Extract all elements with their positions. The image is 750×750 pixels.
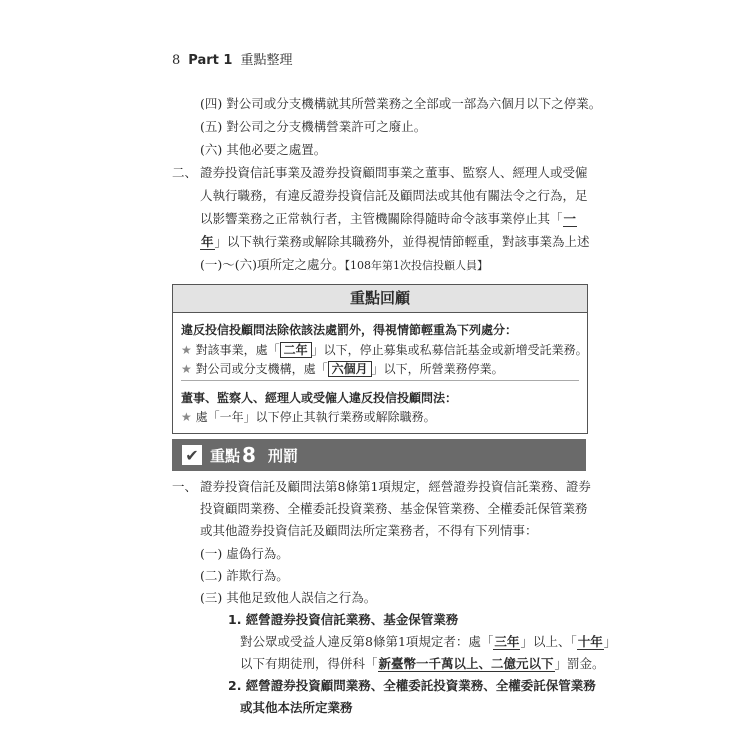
numbered-item-2-title-line2: 或其他本法所定業務 [240, 700, 353, 715]
banner-number: 8 [242, 443, 256, 467]
review-bullet-3: ★ 處「一年」以下停止其執行業務或解除職務。 [181, 410, 436, 424]
emphasis-one: 一 [563, 211, 577, 226]
para1-line1: 證券投資信託及顧問法第8條第1項規定，經營證券投資信託業務、證券 [200, 479, 591, 494]
para2-line5: (一)～(六)項所定之處分。【108年第1次投信投顧人員】 [200, 257, 489, 272]
para2-line3: 以影響業務之正常執行者，主管機關除得隨時命令該事業停止其「一 [200, 211, 577, 226]
banner-label: 重點 [210, 446, 241, 465]
checkmark-icon: ✔ [182, 445, 202, 465]
page-header [172, 49, 292, 68]
numbered-item-1-line1: 對公眾或受益人違反第8條第1項規定者：處「三年」以上、「十年」 [240, 634, 617, 649]
numbered-item-2-title-line1: 2. 經營證券投資顧問業務、全權委託投資業務、全權委託保管業務 [228, 678, 596, 693]
item-six: (六) 其他必要之處置。 [200, 142, 327, 157]
exam-source: 【108年第1次投信投顧人員】 [344, 259, 489, 272]
sub-item-2: (二) 詐欺行為。 [200, 568, 289, 583]
item-five: (五) 對公司之分支機構營業許可之廢止。 [200, 119, 427, 134]
para2-line4: 年」以下執行業務或解除其職務外，並得視情節輕重，對該事業為上述 [201, 234, 590, 249]
para2-number: 二、 [172, 165, 198, 180]
review-divider [181, 380, 579, 381]
sub-item-1: (一) 虛偽行為。 [200, 546, 289, 561]
emphasis-year: 年 [201, 234, 214, 249]
sub-item-3: (三) 其他足致他人誤信之行為。 [200, 590, 377, 605]
page-number: 8 [172, 53, 181, 68]
para2-line2: 人執行職務，有違反證券投資信託及顧問法或其他有關法令之行為，足 [200, 188, 588, 203]
para1-number: 一、 [172, 479, 198, 494]
review-box [172, 284, 588, 434]
review-bullet-1: ★ 對該事業，處「 二年 」以下，停止募集或私募信託基金或新增受託業務。 [181, 343, 588, 357]
star-icon: ★ [181, 362, 192, 376]
star-icon: ★ [181, 343, 192, 357]
star-icon: ★ [181, 410, 192, 424]
banner-subject: 刑罰 [267, 446, 298, 465]
review-heading-2: 董事、監察人、經理人或受僱人違反投信投顧問法： [181, 391, 458, 405]
numbered-item-1-title: 1. 經營證券投資信託業務、基金保管業務 [228, 612, 459, 627]
para1-line2: 投資顧問業務、全權委託投資業務、基金保管業務、全權委託保管業務 [200, 501, 588, 516]
review-bullet-2: ★ 對公司或分支機構，處「 六個月 」以下，所營業務停業。 [181, 362, 504, 376]
part-label: Part 1 [188, 53, 233, 68]
numbered-item-1-line2: 以下有期徒刑，得併科「新臺幣一千萬以上、二億元以下」罰金。 [240, 656, 605, 671]
item-four: (四) 對公司或分支機構就其所營業務之全部或一部為六個月以下之停業。 [200, 96, 602, 111]
para2-line1: 證券投資信託事業及證券投資顧問事業之董事、監察人、經理人或受僱 [200, 165, 588, 180]
chapter-title: 重點整理 [240, 53, 293, 68]
para1-line3: 或其他證券投資信託及顧問法所定業務者，不得有下列情事： [200, 523, 538, 538]
review-heading-1: 違反投信投顧問法除依該法處罰外，得視情節輕重為下列處分： [181, 323, 518, 337]
review-title: 重點回顧 [173, 285, 587, 313]
section-banner [172, 439, 586, 471]
